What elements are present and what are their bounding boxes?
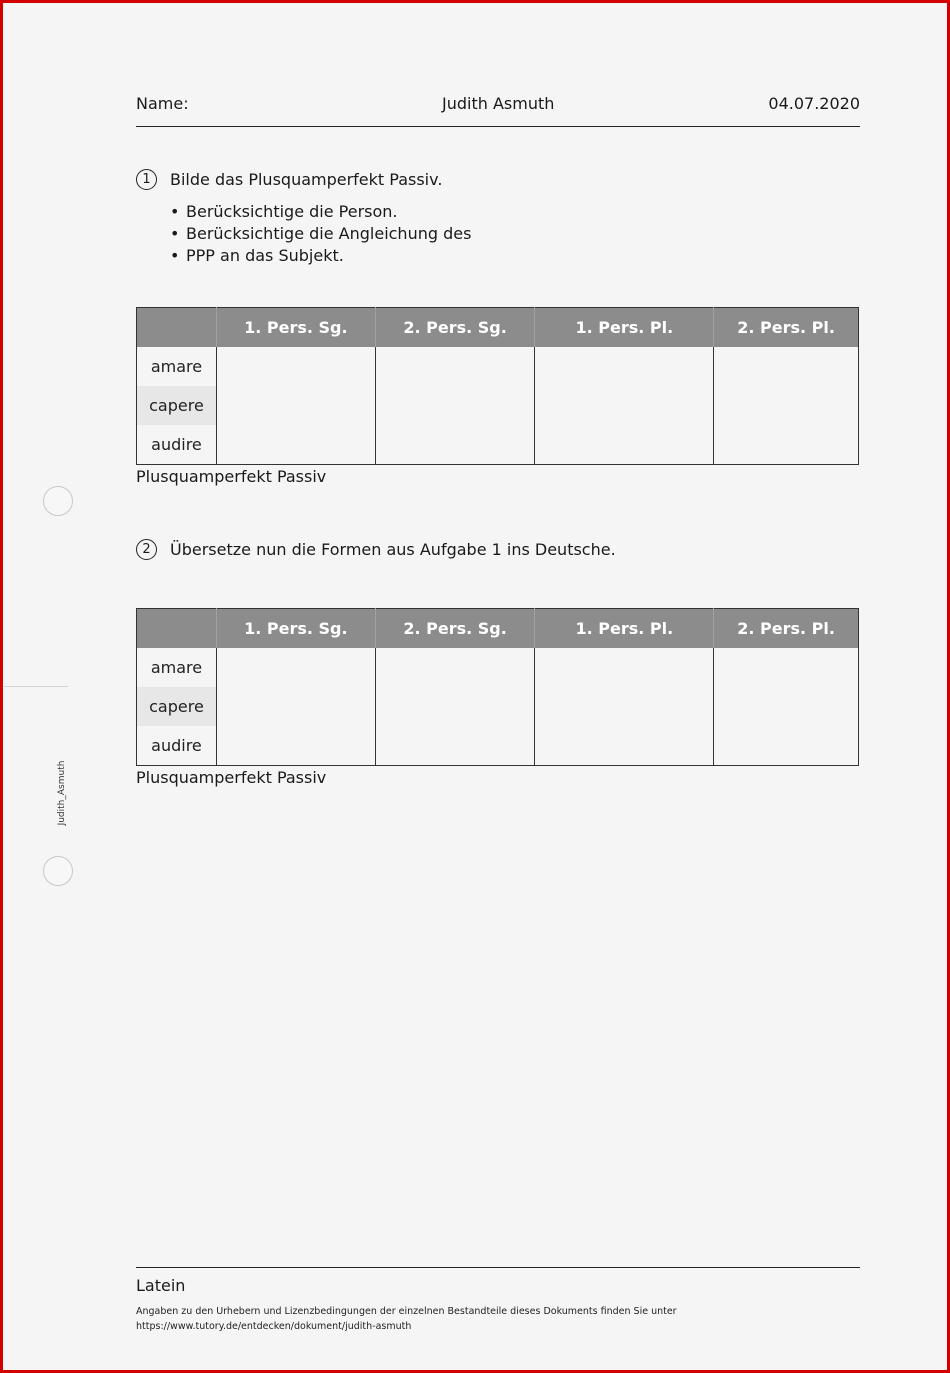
author-name: Judith Asmuth (442, 94, 555, 113)
hint-item: • Berücksichtige die Angleichung des (168, 223, 471, 245)
row-label: amare (137, 347, 217, 386)
row-label: capere (137, 386, 217, 425)
task-number-2: 2 (136, 539, 157, 560)
row-label: audire (137, 726, 217, 766)
column-header: 1. Pers. Pl. (535, 308, 714, 348)
credits-line: Angaben zu den Urhebern und Lizenzbedingungen der einzelnen Bestandteile dieses Dokuments finden Sie unter (136, 1306, 677, 1317)
answer-cell[interactable] (714, 648, 859, 766)
task-2-instruction: Übersetze nun die Formen aus Aufgabe 1 ins Deutsche. (170, 540, 616, 559)
answer-cell[interactable] (375, 648, 535, 766)
column-header-empty (137, 609, 217, 649)
credits-url[interactable]: https://www.tutory.de/entdecken/dokument/judith-asmuth (136, 1321, 412, 1332)
worksheet-date: 04.07.2020 (768, 94, 860, 113)
answer-cell[interactable] (714, 347, 859, 465)
column-header-empty (137, 308, 217, 348)
column-header: 1. Pers. Sg. (216, 609, 375, 649)
footer-divider (136, 1267, 860, 1268)
credits-text (136, 1304, 677, 1334)
subject-label: Latein (136, 1276, 186, 1295)
column-header: 1. Pers. Sg. (216, 308, 375, 348)
hint-item-continuation: • PPP an das Subjekt. (168, 245, 471, 267)
conjugation-table-1 (136, 307, 859, 465)
column-header: 2. Pers. Pl. (714, 609, 859, 649)
punch-hole-mark (43, 856, 73, 886)
table-header-row (137, 609, 859, 649)
task-number-1: 1 (136, 169, 157, 190)
answer-cell[interactable] (216, 347, 375, 465)
table-header-row (137, 308, 859, 348)
row-label: audire (137, 425, 217, 465)
column-header: 2. Pers. Sg. (375, 308, 535, 348)
table-2-caption: Plusquamperfekt Passiv (136, 768, 327, 787)
column-header: 1. Pers. Pl. (535, 609, 714, 649)
side-author-label: Judith_Asmuth (57, 760, 67, 826)
conjugation-table-2 (136, 608, 859, 766)
table-1-caption: Plusquamperfekt Passiv (136, 467, 327, 486)
punch-hole-mark (43, 486, 73, 516)
answer-cell[interactable] (216, 648, 375, 766)
name-label: Name: (136, 94, 189, 113)
answer-cell[interactable] (535, 347, 714, 465)
worksheet-header (136, 92, 860, 127)
task-1-instruction: Bilde das Plusquamperfekt Passiv. (170, 170, 443, 189)
task-1-hints (168, 201, 471, 267)
column-header: 2. Pers. Sg. (375, 609, 535, 649)
answer-cell[interactable] (535, 648, 714, 766)
fold-mark (4, 686, 68, 687)
hint-item: • Berücksichtige die Person. (168, 201, 471, 223)
row-label: capere (137, 687, 217, 726)
row-label: amare (137, 648, 217, 687)
answer-cell[interactable] (375, 347, 535, 465)
table-row (137, 347, 859, 386)
column-header: 2. Pers. Pl. (714, 308, 859, 348)
table-row (137, 648, 859, 687)
